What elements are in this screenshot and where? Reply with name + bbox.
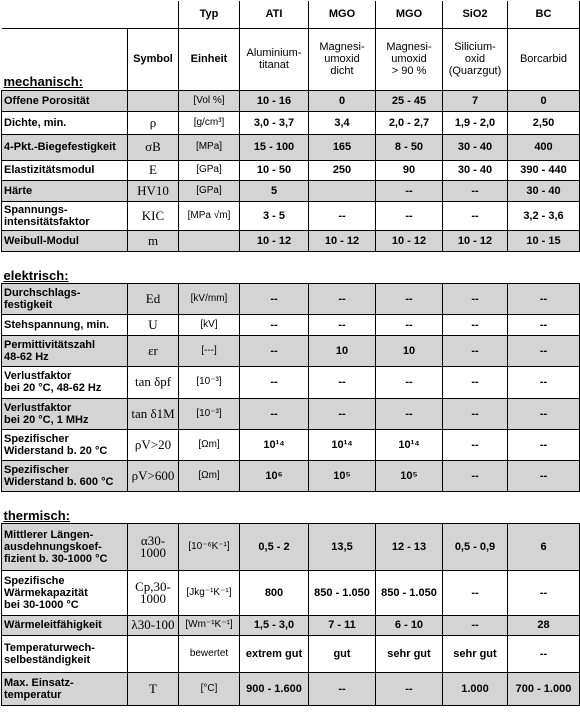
property-value: 10 - 12 <box>376 230 443 251</box>
property-name: Offene Porosität <box>2 90 128 111</box>
property-unit: [kV/mm] <box>179 283 240 314</box>
property-value: 10¹⁴ <box>376 429 443 460</box>
property-symbol: Ed <box>128 283 179 314</box>
section-row-thermisch <box>2 491 580 523</box>
property-value: -- <box>443 314 508 335</box>
property-unit: [kV] <box>179 314 240 335</box>
property-value: 850 - 1.050 <box>376 570 443 615</box>
property-symbol: α30-1000 <box>128 523 179 570</box>
property-unit: [GPa] <box>179 180 240 201</box>
property-value: -- <box>376 201 443 230</box>
property-value: -- <box>443 398 508 429</box>
property-value: -- <box>376 398 443 429</box>
section-elektrisch: elektrisch: <box>2 251 580 283</box>
symbol-label: Symbol <box>128 28 179 90</box>
property-value: 6 <box>508 523 580 570</box>
property-row <box>2 180 580 201</box>
property-value: -- <box>443 366 508 398</box>
property-name: Härte <box>2 180 128 201</box>
property-value: 10 - 12 <box>240 230 309 251</box>
property-row <box>2 134 580 160</box>
type-bc: BC <box>508 1 580 28</box>
property-value: 10 <box>309 335 376 366</box>
property-value: -- <box>508 314 580 335</box>
header-row-types <box>2 1 580 28</box>
property-value: 3,2 - 3,6 <box>508 201 580 230</box>
desc-ati: Aluminium- titanat <box>240 28 309 90</box>
property-value: 0 <box>309 90 376 111</box>
property-value: 12 - 13 <box>376 523 443 570</box>
property-value: -- <box>443 201 508 230</box>
type-mgo-dicht: MGO <box>309 1 376 28</box>
property-unit: bewertet <box>179 635 240 672</box>
material-properties-table <box>1 1 580 706</box>
property-row <box>2 90 580 111</box>
property-value: -- <box>309 672 376 705</box>
property-value: 10¹⁴ <box>309 429 376 460</box>
property-value: extrem gut <box>240 635 309 672</box>
property-row <box>2 523 580 570</box>
property-value: sehr gut <box>443 635 508 672</box>
property-name: Wärmeleitfähigkeit <box>2 615 128 635</box>
section-thermisch: thermisch: <box>2 491 580 523</box>
property-value: -- <box>443 460 508 491</box>
property-symbol: U <box>128 314 179 335</box>
desc-bc: Borcarbid <box>508 28 580 90</box>
property-row <box>2 335 580 366</box>
desc-sio2: Silicium- oxid (Quarzgut) <box>443 28 508 90</box>
property-name: Spannungs- intensitätsfaktor <box>2 201 128 230</box>
property-symbol: λ30-100 <box>128 615 179 635</box>
property-value: -- <box>508 283 580 314</box>
desc-mgo-90: Magnesi- umoxid > 90 % <box>376 28 443 90</box>
property-value: -- <box>443 335 508 366</box>
property-row <box>2 160 580 180</box>
property-symbol: tan δpf <box>128 366 179 398</box>
property-name: Spezifischer Widerstand b. 20 °C <box>2 429 128 460</box>
property-value: -- <box>240 398 309 429</box>
property-value: 10 - 12 <box>443 230 508 251</box>
property-value: 10¹⁴ <box>240 429 309 460</box>
property-value: -- <box>443 283 508 314</box>
property-value: -- <box>443 615 508 635</box>
property-value <box>309 180 376 201</box>
property-value: 0,5 - 0,9 <box>443 523 508 570</box>
property-unit: [GPa] <box>179 160 240 180</box>
property-value: 13,5 <box>309 523 376 570</box>
property-value: -- <box>508 635 580 672</box>
property-value: 400 <box>508 134 580 160</box>
property-name: Weibull-Modul <box>2 230 128 251</box>
property-value: 30 - 40 <box>443 160 508 180</box>
property-value: -- <box>508 366 580 398</box>
property-row <box>2 230 580 251</box>
property-row <box>2 570 580 615</box>
property-value: 250 <box>309 160 376 180</box>
property-row <box>2 672 580 705</box>
property-value: 2,0 - 2,7 <box>376 111 443 134</box>
property-value: -- <box>309 314 376 335</box>
property-value: 3 - 5 <box>240 201 309 230</box>
property-value: 10 - 12 <box>309 230 376 251</box>
property-row <box>2 314 580 335</box>
property-unit: [Ωm] <box>179 429 240 460</box>
property-unit: [10⁻³] <box>179 366 240 398</box>
property-value: -- <box>240 366 309 398</box>
property-value: -- <box>376 180 443 201</box>
property-value: -- <box>508 460 580 491</box>
property-name: Mittlerer Längen- ausdehnungskoef- fizient b. 30-1000 °C <box>2 523 128 570</box>
property-name: Stehspannung, min. <box>2 314 128 335</box>
property-value: 25 - 45 <box>376 90 443 111</box>
property-unit: [MPa] <box>179 134 240 160</box>
type-ati: ATI <box>240 1 309 28</box>
property-value: 5 <box>240 180 309 201</box>
property-name: Durchschlags- festigkeit <box>2 283 128 314</box>
header-row-desc <box>2 28 580 90</box>
property-symbol: Cp,30-1000 <box>128 570 179 615</box>
property-value: 7 <box>443 90 508 111</box>
property-value: -- <box>309 366 376 398</box>
property-value: 10⁵ <box>376 460 443 491</box>
property-unit: [Ωm] <box>179 460 240 491</box>
property-value: 28 <box>508 615 580 635</box>
property-value: -- <box>508 335 580 366</box>
property-row <box>2 635 580 672</box>
property-value: 850 - 1.050 <box>309 570 376 615</box>
einheit-label: Einheit <box>179 28 240 90</box>
property-value: -- <box>376 366 443 398</box>
property-value: 30 - 40 <box>443 134 508 160</box>
property-value: 10⁵ <box>309 460 376 491</box>
property-name: Permittivitätszahl 48-62 Hz <box>2 335 128 366</box>
property-name: Temperaturwech- selbeständigkeit <box>2 635 128 672</box>
property-value: -- <box>309 283 376 314</box>
property-symbol <box>128 635 179 672</box>
property-value: 10⁶ <box>240 460 309 491</box>
property-name: Verlustfaktor bei 20 °C, 48-62 Hz <box>2 366 128 398</box>
property-value: 0,5 - 2 <box>240 523 309 570</box>
property-value: 30 - 40 <box>508 180 580 201</box>
property-value: -- <box>309 398 376 429</box>
property-value: 165 <box>309 134 376 160</box>
property-value: gut <box>309 635 376 672</box>
property-value: sehr gut <box>376 635 443 672</box>
property-unit: [---] <box>179 335 240 366</box>
typ-label: Typ <box>179 1 240 28</box>
property-name: Verlustfaktor bei 20 °C, 1 MHz <box>2 398 128 429</box>
property-value: -- <box>240 314 309 335</box>
property-row <box>2 366 580 398</box>
property-value: 390 - 440 <box>508 160 580 180</box>
property-value: 10 - 50 <box>240 160 309 180</box>
property-unit: [Vol %] <box>179 90 240 111</box>
property-value: -- <box>240 335 309 366</box>
property-row <box>2 283 580 314</box>
property-symbol: ρV>600 <box>128 460 179 491</box>
property-value: 3,0 - 3,7 <box>240 111 309 134</box>
property-value: 10 - 15 <box>508 230 580 251</box>
desc-mgo-dicht: Magnesi- umoxid dicht <box>309 28 376 90</box>
property-unit <box>179 230 240 251</box>
property-value: 1,9 - 2,0 <box>443 111 508 134</box>
property-value: 900 - 1.600 <box>240 672 309 705</box>
property-value: -- <box>376 314 443 335</box>
property-value: 10 <box>376 335 443 366</box>
property-value: 8 - 50 <box>376 134 443 160</box>
property-value: 6 - 10 <box>376 615 443 635</box>
property-symbol <box>128 90 179 111</box>
property-name: Max. Einsatz- temperatur <box>2 672 128 705</box>
property-symbol: KIC <box>128 201 179 230</box>
property-unit: [Wm⁻¹K⁻¹] <box>179 615 240 635</box>
property-unit: [10⁻³] <box>179 398 240 429</box>
property-value: -- <box>240 283 309 314</box>
property-unit: [10⁻⁶K⁻¹] <box>179 523 240 570</box>
property-name: Spezifischer Widerstand b. 600 °C <box>2 460 128 491</box>
property-symbol: ρ <box>128 111 179 134</box>
section-row-elektrisch <box>2 251 580 283</box>
property-unit: [Jkg⁻¹K⁻¹] <box>179 570 240 615</box>
property-value: 700 - 1.000 <box>508 672 580 705</box>
property-row <box>2 615 580 635</box>
property-value: -- <box>443 180 508 201</box>
property-value: 800 <box>240 570 309 615</box>
property-value: 1.000 <box>443 672 508 705</box>
property-symbol: E <box>128 160 179 180</box>
property-symbol: HV10 <box>128 180 179 201</box>
property-value: -- <box>376 283 443 314</box>
property-name: Elastizitätsmodul <box>2 160 128 180</box>
property-value: -- <box>508 429 580 460</box>
property-value: -- <box>508 398 580 429</box>
section-mechanisch: mechanisch: <box>2 28 128 90</box>
property-name: Dichte, min. <box>2 111 128 134</box>
property-value: 3,4 <box>309 111 376 134</box>
property-symbol: tan δ1M <box>128 398 179 429</box>
property-value: 0 <box>508 90 580 111</box>
property-row <box>2 398 580 429</box>
property-unit: [MPa √m] <box>179 201 240 230</box>
property-symbol: T <box>128 672 179 705</box>
property-value: -- <box>309 201 376 230</box>
property-value: 7 - 11 <box>309 615 376 635</box>
property-row <box>2 201 580 230</box>
property-name: 4-Pkt.-Biegefestigkeit <box>2 134 128 160</box>
property-unit: [g/cm³] <box>179 111 240 134</box>
type-mgo-90: MGO <box>376 1 443 28</box>
property-name: Spezifische Wärmekapazität bei 30-1000 °C <box>2 570 128 615</box>
property-value: 90 <box>376 160 443 180</box>
type-sio2: SiO2 <box>443 1 508 28</box>
property-symbol: εr <box>128 335 179 366</box>
property-value: 15 - 100 <box>240 134 309 160</box>
property-value: -- <box>443 570 508 615</box>
property-value: -- <box>376 672 443 705</box>
property-symbol: σB <box>128 134 179 160</box>
property-value: -- <box>443 429 508 460</box>
property-value: 1,5 - 3,0 <box>240 615 309 635</box>
property-symbol: ρV>20 <box>128 429 179 460</box>
property-row <box>2 429 580 460</box>
property-row <box>2 111 580 134</box>
property-value: 2,50 <box>508 111 580 134</box>
property-value: 10 - 16 <box>240 90 309 111</box>
property-symbol: m <box>128 230 179 251</box>
property-row <box>2 460 580 491</box>
property-value: -- <box>508 570 580 615</box>
property-unit: [°C] <box>179 672 240 705</box>
